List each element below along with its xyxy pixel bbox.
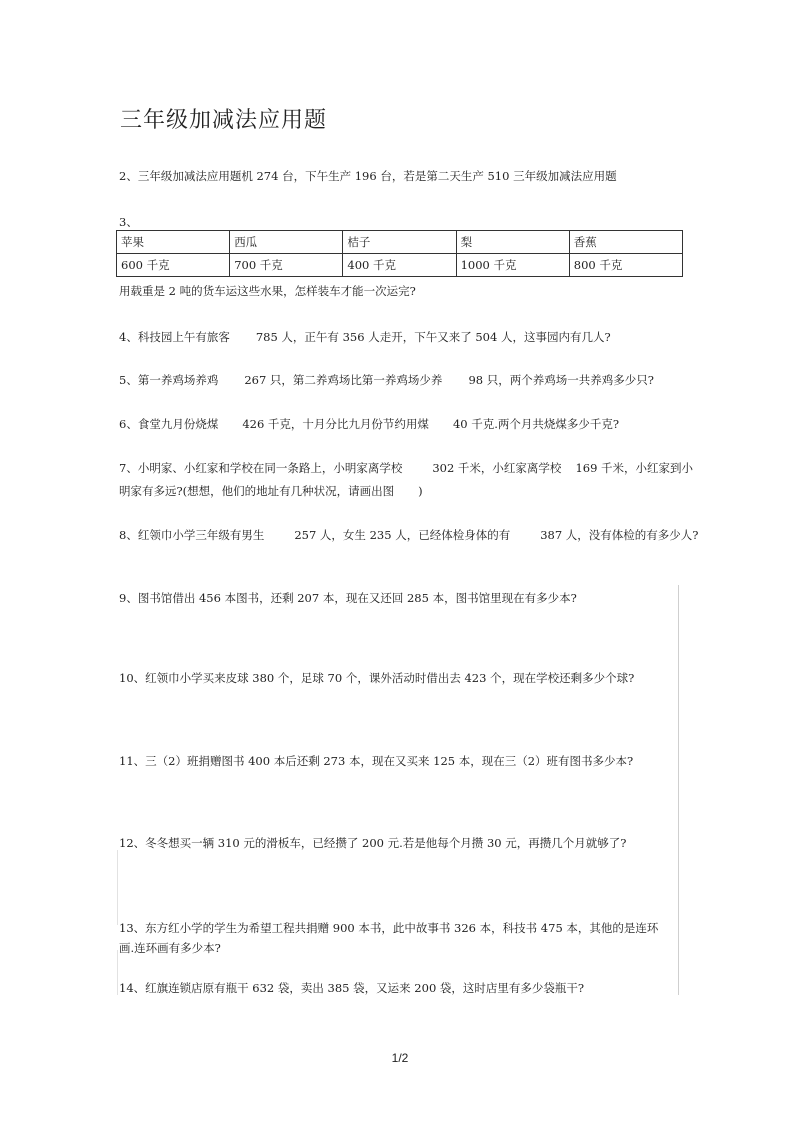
question-7-part-a: 7、小明家、小红家和学校在同一条路上，小明家离学校 — [119, 461, 403, 475]
question-4 — [119, 327, 611, 347]
question-6-part-a: 6、食堂九月份烧煤 — [119, 417, 219, 431]
question-9: 9、图书馆借出 456 本图书，还剩 207 本，现在又还回 285 本，图书馆里现在有多少本? — [119, 591, 577, 605]
question-10: 10、红领巾小学买来皮球 380 个，足球 70 个，课外活动时借出去 423 个，现在学校还剩多少个球? — [119, 671, 635, 685]
question-7-part-c: 169 千米，小红家到小 — [575, 461, 694, 475]
question-5 — [119, 370, 654, 390]
question-7-part-e: ) — [418, 484, 423, 498]
page-title: 三年级加减法应用题 — [120, 108, 328, 133]
question-5-part-a: 5、第一养鸡场养鸡 — [119, 373, 219, 387]
question-8-part-a: 8、红领巾小学三年级有男生 — [119, 528, 265, 542]
table-row — [117, 254, 683, 277]
page-number: 1/2 — [391, 1051, 409, 1065]
table-header-cell: 苹果 — [117, 231, 230, 254]
question-7-part-d: 明家有多远?(想想，他们的地址有几种状况，请画出图 — [119, 484, 395, 498]
page-border-line-left — [117, 850, 118, 925]
question-11: 11、三（2）班捐赠图书 400 本后还剩 273 本，现在又买来 125 本，现在三（2）班有图书多少本? — [119, 754, 634, 768]
question-5-part-c: 98 只，两个养鸡场一共养鸡多少只? — [468, 373, 654, 387]
question-2: 2、三年级加减法应用题机 274 台，下午生产 196 台，若是第二天生产 510 三年级加减法应用题 — [119, 169, 617, 183]
question-12: 12、冬冬想买一辆 310 元的滑板车，已经攒了 200 元.若是他每个月攒 30 元，再攒几个月就够了? — [119, 836, 627, 850]
page-border-line-right — [678, 585, 679, 995]
table-header-cell: 西瓜 — [230, 231, 343, 254]
question-13: 13、东方红小学的学生为希望工程共捐赠 900 本书，此中故事书 326 本，科技书 475 本，其他的是连环画.连环画有多少本? — [119, 921, 659, 955]
question-3-text: 用载重是 2 吨的货车运这些水果，怎样装车才能一次运完? — [119, 284, 416, 298]
table-cell: 700 千克 — [230, 254, 343, 277]
question-4-part-b: 785 人，正午有 356 人走开，下午又来了 504 人，这事园内有几人? — [255, 330, 611, 344]
question-6 — [119, 414, 619, 434]
question-7-part-b: 302 千米，小红家离学校 — [432, 461, 562, 475]
question-8-part-c: 387 人，没有体检的有多少人? — [540, 528, 699, 542]
question-3-number: 3、 — [119, 215, 138, 229]
question-6-part-c: 40 千克.两个月共烧煤多少千克? — [452, 417, 620, 431]
question-4-part-a: 4、科技园上午有旅客 — [119, 330, 230, 344]
question-8-part-b: 257 人，女生 235 人，已经体检身体的有 — [294, 528, 511, 542]
table-header-cell: 梨 — [456, 231, 569, 254]
question-7-line-2 — [119, 481, 423, 501]
table-cell: 1000 千克 — [456, 254, 569, 277]
question-6-part-b: 426 千克，十月分比九月份节约用煤 — [242, 417, 429, 431]
table-header-cell: 桔子 — [343, 231, 456, 254]
page-border-line-left — [117, 950, 118, 995]
question-14: 14、红旗连锁店原有瓶干 632 袋，卖出 385 袋，又运来 200 袋，这时店里有多少袋瓶干? — [119, 981, 585, 995]
fruit-weight-table — [116, 230, 683, 277]
table-cell: 600 千克 — [117, 254, 230, 277]
question-5-part-b: 267 只，第二养鸡场比第一养鸡场少养 — [244, 373, 443, 387]
table-cell: 800 千克 — [569, 254, 682, 277]
question-7-line-1 — [119, 458, 693, 478]
table-header-row — [117, 231, 683, 254]
table-cell: 400 千克 — [343, 254, 456, 277]
question-8 — [119, 525, 698, 545]
table-header-cell: 香蕉 — [569, 231, 682, 254]
